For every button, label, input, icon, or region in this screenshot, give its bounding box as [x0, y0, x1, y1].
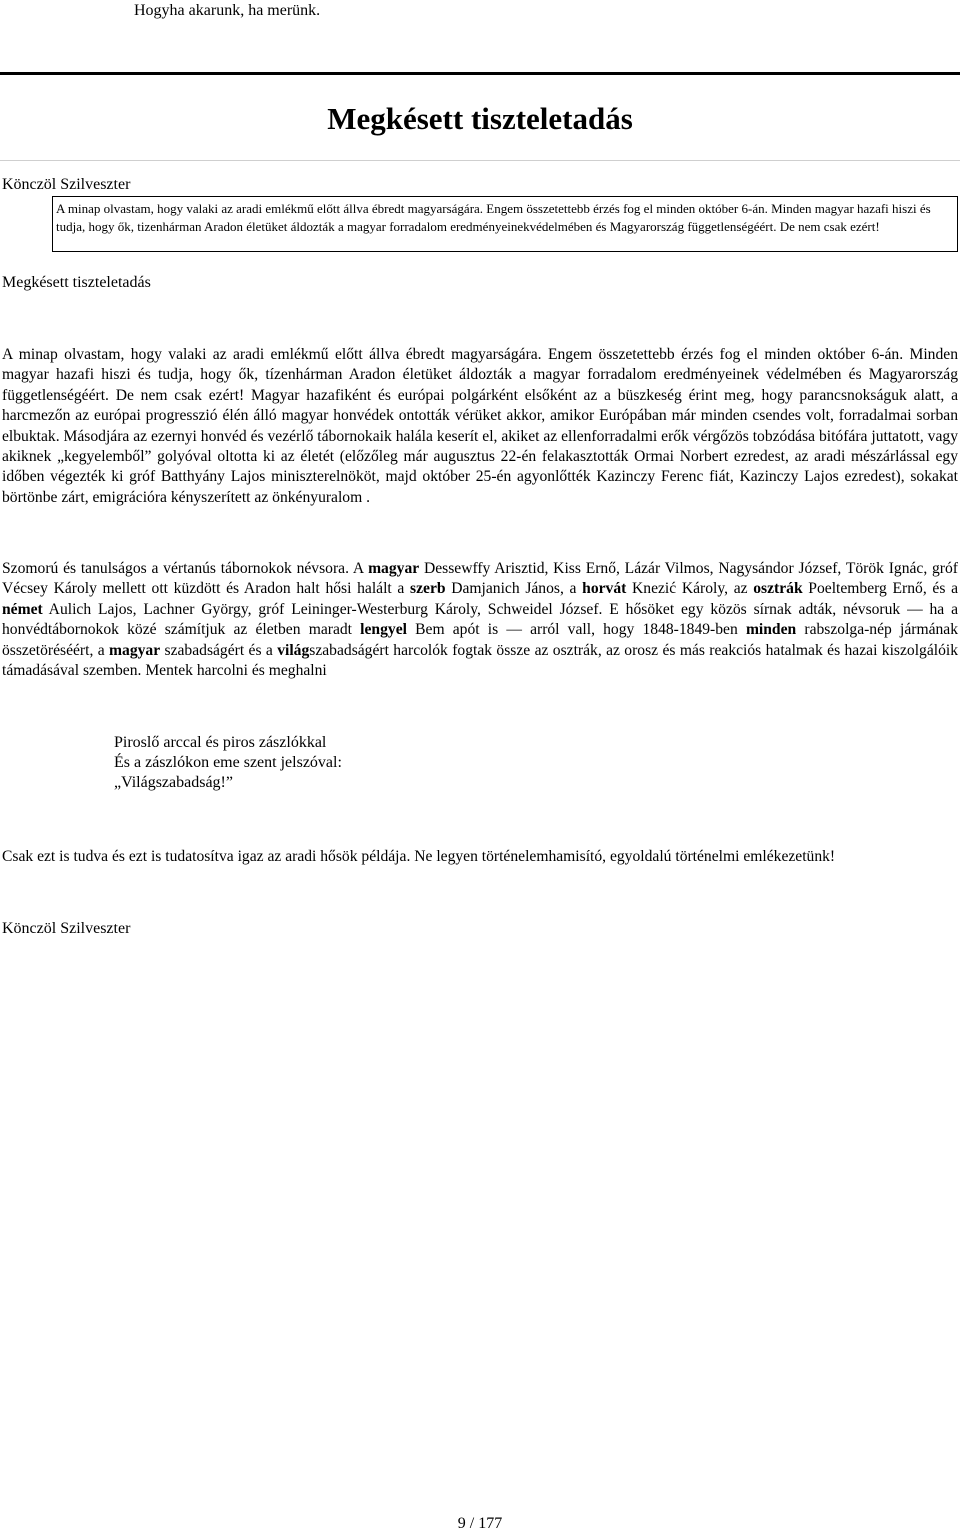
- text-run: szabadságért és a: [160, 641, 278, 659]
- text-run: Poeltemberg Ernő, és a: [802, 580, 958, 598]
- text-run: rabszolga-nép jármának összetöréséért, a: [2, 621, 959, 659]
- bold-run: minden: [745, 621, 797, 639]
- summary-box: [52, 196, 958, 252]
- poem-quote: [114, 733, 342, 793]
- signature: Könczöl Szilveszter: [2, 920, 131, 937]
- text-run: Bem apót is — arról vall, hogy 1848-1849-ben: [406, 621, 746, 639]
- summary-text: A minap olvastam, hogy valaki az aradi emlékmű előtt állva ébredt magyarságára. Engem összetettebb érzés fog el minden október 6-án. Minden magyar hazafi hiszi és tudja, hogy ők, tizenhárman Aradon életüket áldozták a magyar forradalom eredményeinekvédelmében és Magyarország függetlenségéért. De nem csak ezért!: [56, 201, 931, 234]
- body-paragraph-1: A minap olvastam, hogy valaki az aradi emlékmű előtt állva ébredt magyarságára. Engem összetettebb érzés fog el minden október 6-án. Minden magyar hazafi hiszi és tudja, hogy ők, tízenhárman Aradon életüket áldozták a magyar forradalom eredményeinek védelmében és Magyarország függetlenségéért. De nem csak ezért! Magyar hazafiként és európai polgárként elsőként az a büszkeség érint meg, hogy parancsnokságuk alatt, a harcmezőn az európai progresszió élén álló magyar honvédek ontották vérüket akkor, amikor Európában már minden csendes volt, forradalmai sorban elbuktak. Másodjára az ezernyi honvéd és vezérlő tábornokaik halála keserít el, akiket az ellenforradalmi erők vérgőzös tobzódása bitófára juttatott, vagy akiknek „kegyelemből” golyóval oltotta ki az életét (előzőleg már augusztus 22-én felakasztották Ormai Norbert ezredest, az aradi mészárlással egy időben végezték ki gróf Batthyány Lajos miniszterelnököt, majd október 25-én agyonlőtték Kazinczy Ferenc fiát, Kazinczy Lajos ezredest), sokakat börtönbe zárt, emigrációra kényszerített az önkényuralom .: [2, 346, 958, 506]
- bold-run: magyar: [368, 560, 420, 577]
- poem-line: Piroslő arccal és piros zászlókkal: [114, 734, 327, 751]
- poem-line: És a zászlókon eme szent jelszóval:: [114, 754, 342, 771]
- page-number: 9 / 177: [457, 1515, 503, 1532]
- bold-run: osztrák: [753, 580, 803, 598]
- running-header: Hogyha akarunk, ha merünk.: [134, 2, 321, 19]
- body-paragraph-2: [2, 559, 958, 681]
- header-divider: [0, 72, 960, 75]
- article-title: Megkésett tiszteletadás: [327, 101, 633, 136]
- text-run: szabadságért harcolók fogtak össze az osztrák, az orosz és más reakciós hatalmak és hazai kiszolgálóik támadásával szemben. Mentek harcolni és meghalni: [2, 641, 958, 680]
- bold-run: horvát: [582, 580, 627, 598]
- poem-line: „Világszabadság!”: [114, 774, 233, 791]
- text-run: Aulich Lajos, Lachner György, gróf Leininger-Westerburg Károly, Schweidel József. E hősöket egy közös sírnak adták, névsoruk — ha a honvédtábornokok közé számítjuk az életben maradt: [2, 600, 958, 639]
- text-run: Knezić Károly, az: [626, 580, 754, 598]
- body-paragraph-3: Csak ezt is tudva és ezt is tudatosítva igaz az aradi hősök példája. Ne legyen történelemhamisító, egyoldalú történelmi emlékezetünk!: [2, 848, 836, 865]
- text-run: Damjanich János, a: [445, 580, 583, 598]
- author-name: Könczöl Szilveszter: [2, 176, 131, 193]
- text-run: Dessewffy Arisztid, Kiss Ernő, Lázár Vilmos, Nagysándor József, Török Ignác, gróf Vécsey Károly mellett ott küzdött és Aradon halt hősi halált a: [2, 560, 958, 598]
- text-run: Szomorú és tanulságos a vértanús tábornokok névsora. A: [2, 560, 369, 577]
- bold-run: szerb: [410, 580, 446, 598]
- bold-run: magyar: [109, 641, 161, 659]
- bold-run: lengyel: [360, 621, 407, 639]
- bold-run: világ: [277, 641, 310, 659]
- section-title: Megkésett tiszteletadás: [2, 274, 151, 291]
- bold-run: német: [2, 600, 43, 618]
- title-divider: [0, 160, 960, 161]
